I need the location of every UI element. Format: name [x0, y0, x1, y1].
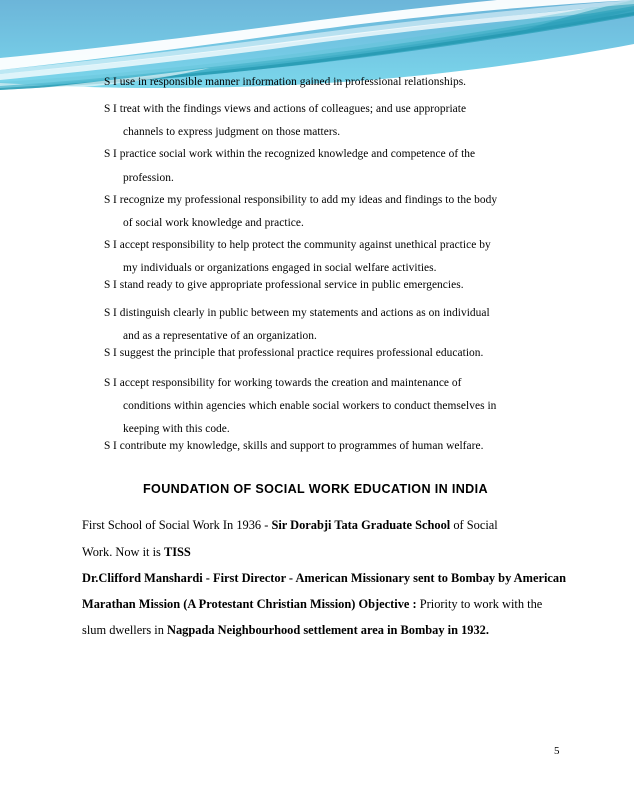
list-item-text: and as a representative of an organization.	[123, 330, 317, 342]
paragraph-line	[82, 597, 542, 612]
list-item	[104, 103, 466, 116]
list-item-text: profession.	[123, 172, 174, 184]
list-item-text: I suggest the principle that professional practice requires professional education.	[113, 347, 484, 359]
bullet-marker: S	[104, 148, 111, 160]
list-item	[104, 307, 490, 320]
bullet-marker: S	[104, 347, 111, 359]
list-item-continuation	[123, 217, 304, 230]
paragraph-text-regular: Work. Now it is	[82, 545, 164, 559]
paragraph-text-bold: Nagpada Neighbourhood settlement area in Bombay in 1932.	[167, 623, 489, 637]
list-item-text: I distinguish clearly in public between my statements and actions as on individual	[113, 307, 490, 319]
paragraph-text-bold: Dr.Clifford Manshardi - First Director - American Missionary sent to Bombay by American	[82, 571, 566, 585]
list-item-text: I stand ready to give appropriate professional service in public emergencies.	[113, 279, 464, 291]
bullet-marker: S	[104, 377, 111, 389]
list-item-text: I accept responsibility to help protect the community against unethical practice by	[113, 239, 491, 251]
list-item	[104, 347, 483, 360]
paragraph-text-bold: Sir Dorabji Tata Graduate School	[271, 518, 451, 532]
paragraph-line	[82, 571, 566, 586]
paragraph-line	[82, 545, 191, 560]
list-item-continuation	[123, 423, 230, 436]
paragraph-text-regular: slum dwellers in	[82, 623, 168, 637]
paragraph-text-regular: First School of Social Work In 1936 -	[82, 518, 272, 532]
paragraph-text-bold: TISS	[163, 545, 191, 559]
paragraph-text-regular: Priority to work with the	[419, 597, 543, 611]
list-item-text: keeping with this code.	[123, 423, 230, 435]
paragraph-text-bold: Marathan Mission (A Protestant Christian Mission) Objective :	[82, 597, 420, 611]
list-item	[104, 377, 462, 390]
section-heading: FOUNDATION OF SOCIAL WORK EDUCATION IN INDIA	[143, 482, 488, 496]
bullet-marker: S	[104, 440, 111, 452]
list-item-text: I contribute my knowledge, skills and support to programmes of human welfare.	[113, 440, 484, 452]
list-item-text: I accept responsibility for working towards the creation and maintenance of	[113, 377, 462, 389]
paragraph-text-regular: of Social	[450, 518, 498, 532]
list-item	[104, 279, 464, 292]
bullet-marker: S	[104, 76, 111, 88]
list-item-continuation	[123, 172, 174, 185]
list-item	[104, 239, 491, 252]
bullet-marker: S	[104, 307, 111, 319]
list-item	[104, 148, 475, 161]
bullet-marker: S	[104, 239, 111, 251]
list-item-continuation	[123, 400, 496, 413]
list-item-continuation	[123, 330, 317, 343]
list-item-text: of social work knowledge and practice.	[123, 217, 304, 229]
bullet-marker: S	[104, 194, 111, 206]
paragraph-line	[82, 623, 489, 638]
list-item-continuation	[123, 126, 340, 139]
bullet-marker: S	[104, 103, 111, 115]
list-item-text: I recognize my professional responsibility to add my ideas and findings to the body	[113, 194, 498, 206]
list-item-text: I treat with the findings views and actions of colleagues; and use appropriate	[113, 103, 467, 115]
list-item	[104, 194, 497, 207]
list-item-text: I use in responsible manner information gained in professional relationships.	[113, 76, 467, 88]
list-item-text: my individuals or organizations engaged in social welfare activities.	[123, 262, 437, 274]
paragraph-line	[82, 518, 498, 533]
list-item-text: conditions within agencies which enable social workers to conduct themselves in	[123, 400, 497, 412]
page-number: 5	[554, 745, 560, 757]
list-item-continuation	[123, 262, 437, 275]
list-item	[104, 76, 466, 89]
list-item-text: channels to express judgment on those matters.	[123, 126, 341, 138]
list-item-text: I practice social work within the recognized knowledge and competence of the	[113, 148, 476, 160]
list-item	[104, 440, 483, 453]
bullet-marker: S	[104, 279, 111, 291]
